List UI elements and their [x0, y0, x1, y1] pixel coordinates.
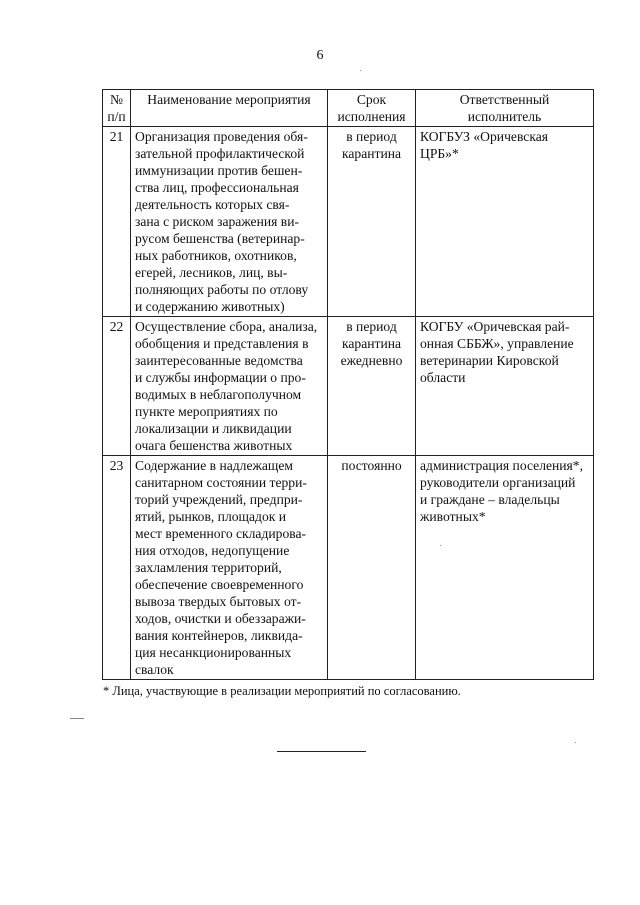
table-row — [103, 456, 594, 680]
footnote: * Лица, участвующие в реализации мероприятий по согласованию. — [103, 684, 461, 698]
header-term: Срок исполнения — [328, 90, 416, 127]
measure-name: Содержание в надлежащем санитарном состоянии терри- торий учреждений, предпри- ятий, рынков, площадок и мест временного складирова- ния отходов, недопущение захламления территорий, обеспечение своевременного вывоза твердых бытовых от- ходов, очистки и обеззаражи- вания контейнеров, ликвида- ция несанкционированных свалок — [131, 456, 328, 680]
measures-table — [102, 89, 594, 680]
execution-term: в период карантина — [328, 127, 416, 317]
responsible-executor: КОГБУЗ «Оричевская ЦРБ»* — [416, 127, 594, 317]
table-header-row — [103, 90, 594, 127]
header-measure-name: Наименование мероприятия — [131, 90, 328, 127]
header-number: № п/п — [103, 90, 131, 127]
table-row — [103, 317, 594, 456]
row-number: 23 — [103, 456, 131, 680]
row-number: 22 — [103, 317, 131, 456]
responsible-executor: администрация поселения*, руководители организаций и граждане – владельцы животных* — [416, 456, 594, 680]
scan-speck — [575, 742, 576, 743]
measure-name: Организация проведения обя- зательной профилактической иммунизации против бешен- ства лиц, профессиональная деятельность которых свя- зана с риском заражения ви- русом бешенства (ветеринар- ных работников, охотников, егерей, лесников, лиц, вы- полняющих работы по отлову и содержанию животных) — [131, 127, 328, 317]
responsible-executor: КОГБУ «Оричевская рай- онная СББЖ», управление ветеринарии Кировской области — [416, 317, 594, 456]
execution-term: в период карантина ежедневно — [328, 317, 416, 456]
scan-speck — [70, 718, 84, 719]
table-row — [103, 127, 594, 317]
measure-name: Осуществление сбора, анализа, обобщения и представления в заинтересованные ведомства и службы информации о про- водимых в неблагополучном пункте мероприятиях по локализации и ликвидации очага бешенства животных — [131, 317, 328, 456]
scan-speck — [360, 70, 361, 71]
header-responsible: Ответственный исполнитель — [416, 90, 594, 127]
page-number: 6 — [316, 48, 324, 63]
row-number: 21 — [103, 127, 131, 317]
scan-speck — [440, 545, 441, 546]
execution-term: постоянно — [328, 456, 416, 680]
end-rule — [277, 751, 366, 752]
